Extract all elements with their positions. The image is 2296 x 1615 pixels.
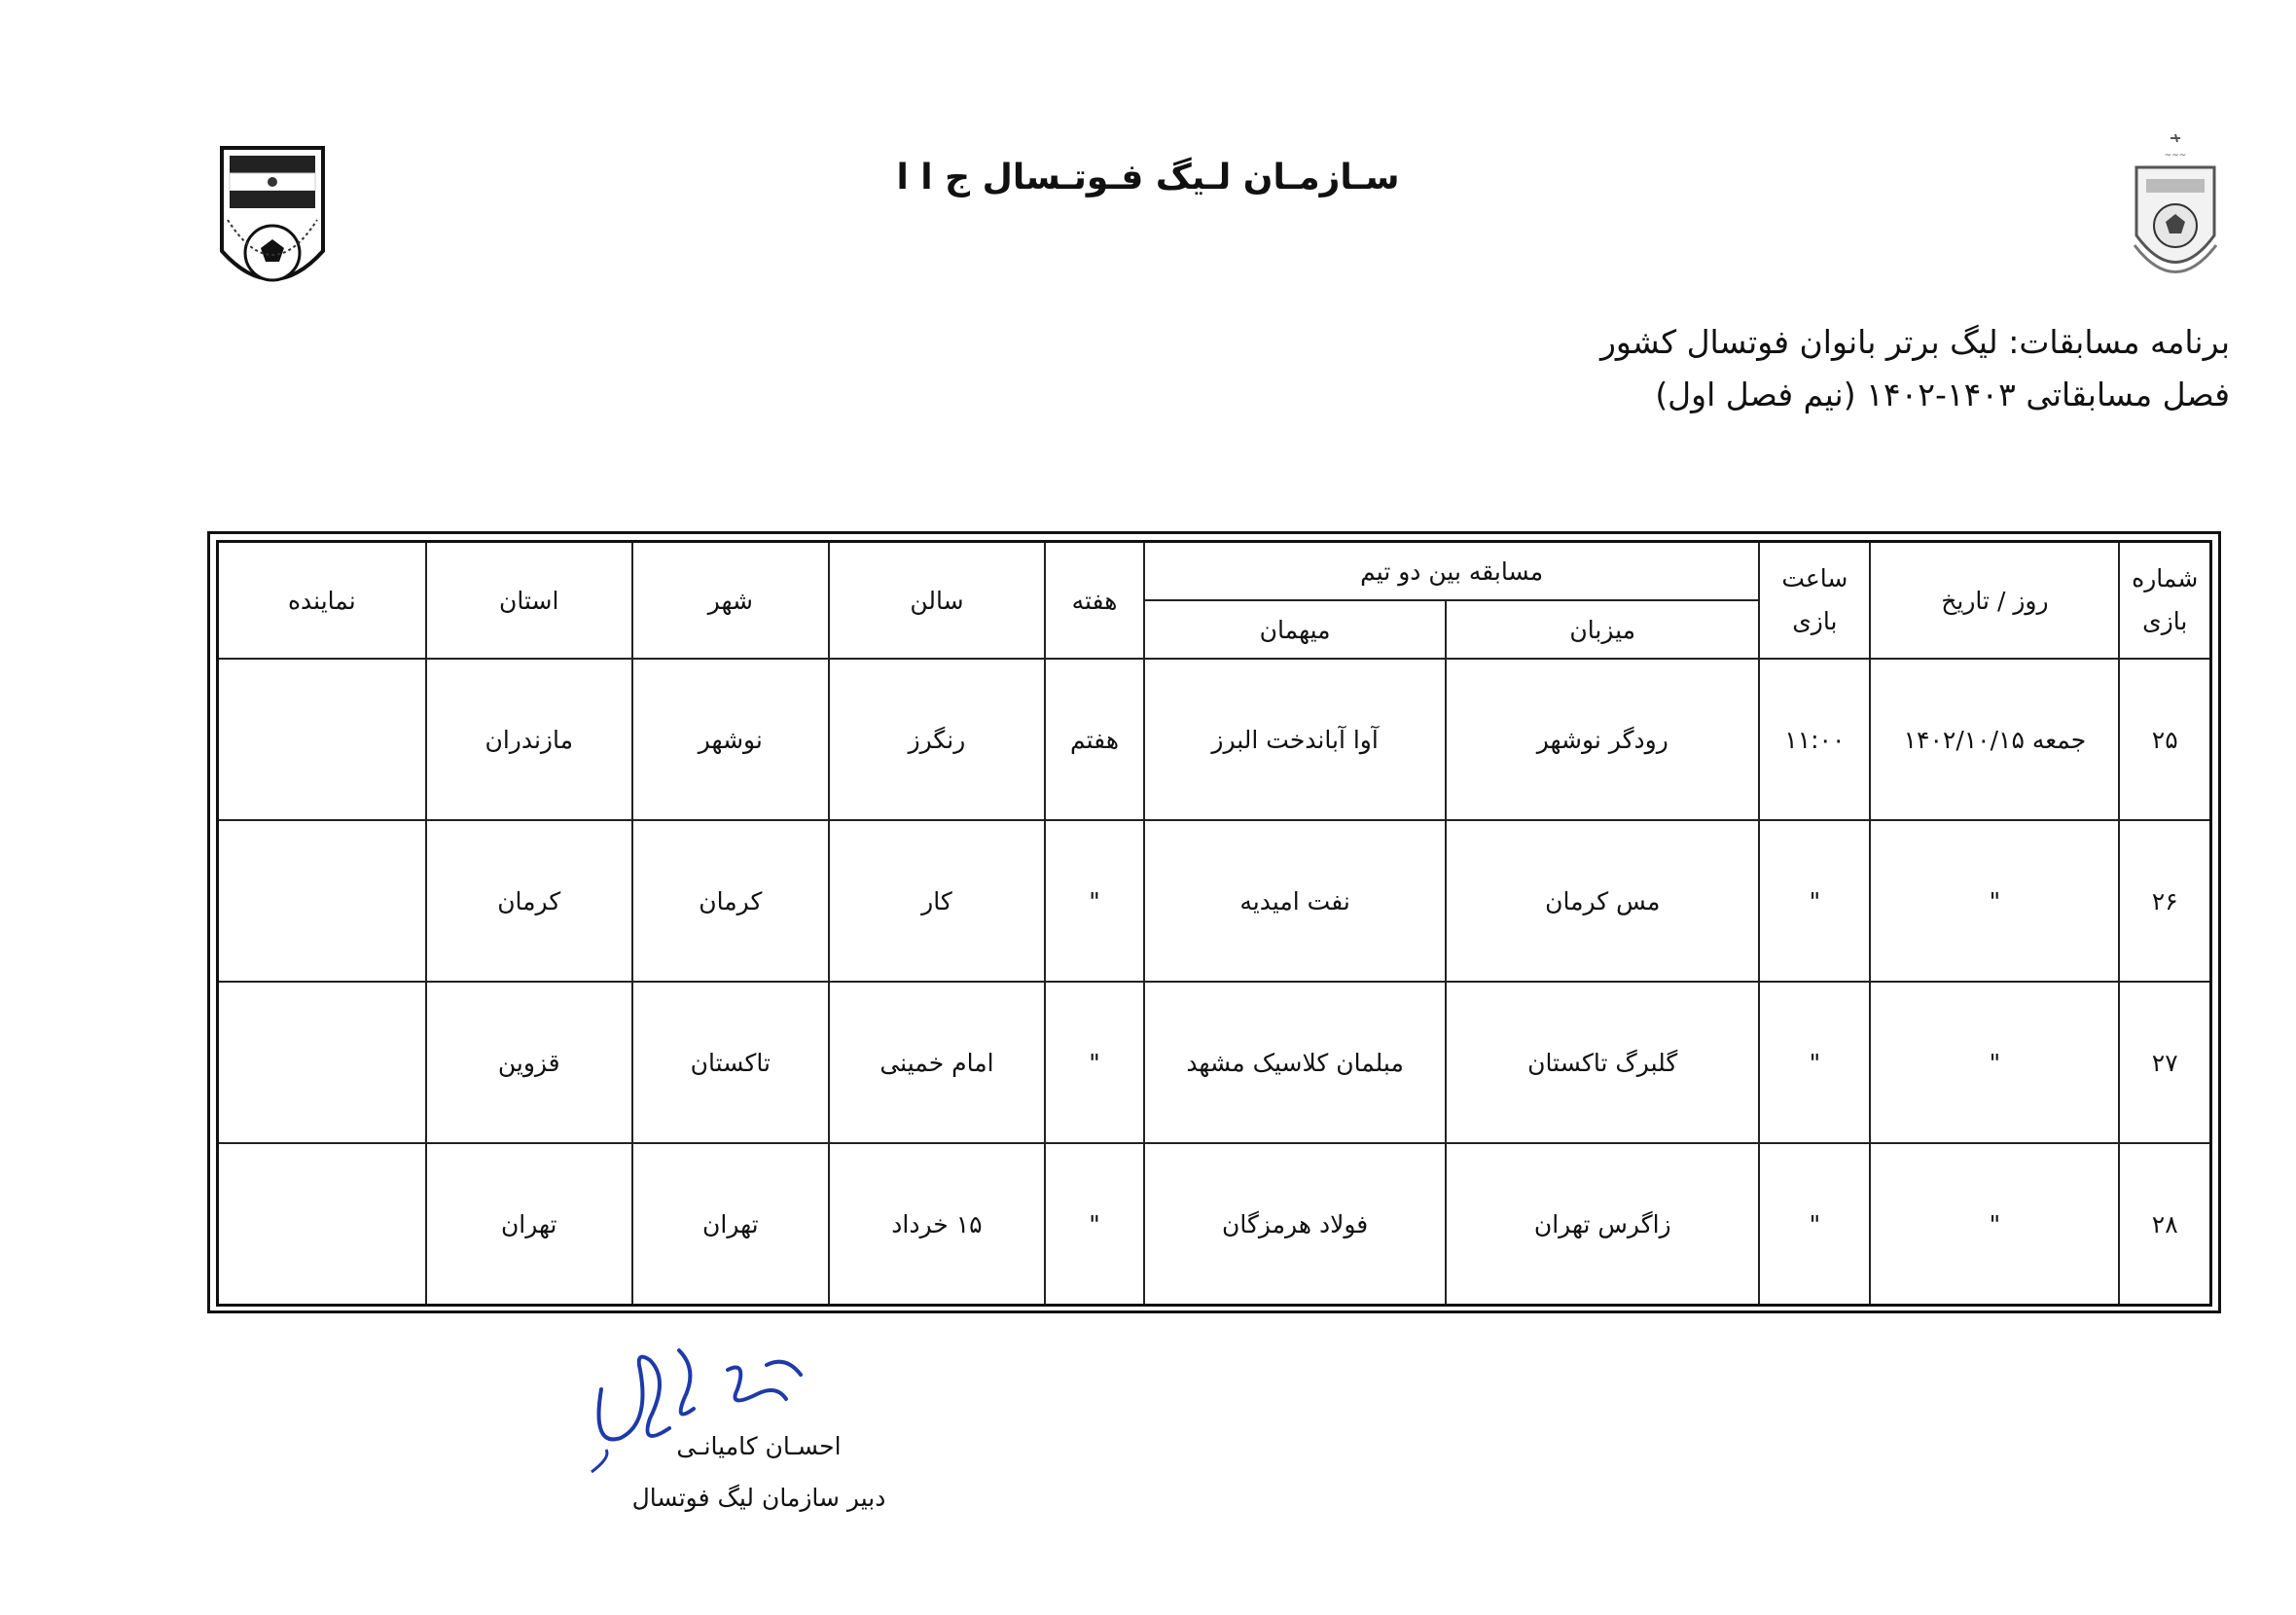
header-venue: سالن [829,542,1045,660]
schedule-table-frame [207,531,2221,1313]
cell-province: تهران [426,1143,632,1306]
signer-role: دبیر سازمان لیگ فوتسال [631,1484,886,1512]
cell-guest: فولاد هرمزگان [1144,1143,1446,1306]
cell-guest: مبلمان کلاسیک مشهد [1144,982,1446,1143]
cell-venue: ۱۵ خرداد [829,1143,1045,1306]
cell-time: " [1759,820,1870,982]
header-week: هفته [1045,542,1144,660]
cell-number: ۲۷ [2119,982,2210,1143]
signer-name: احسـان کامیانـی [676,1432,842,1460]
cell-province: مازندران [426,659,632,820]
table-row [218,982,2211,1143]
cell-time: " [1759,1143,1870,1306]
cell-host: مس کرمان [1446,820,1759,982]
cell-representative [218,982,426,1143]
cell-host: رودگر نوشهر [1446,659,1759,820]
schedule-table [216,540,2212,1307]
cell-city: تاکستان [632,982,829,1143]
cell-guest: آوا آباندخت البرز [1144,659,1446,820]
cell-representative [218,1143,426,1306]
cell-date: " [1870,1143,2119,1306]
cell-time: " [1759,982,1870,1143]
cell-number: ۲۸ [2119,1143,2210,1306]
cell-week: " [1045,982,1144,1143]
season-label: فصل مسابقاتی ۱۴۰۳-۱۴۰۲ (نیم فصل اول) [1655,376,2230,413]
cell-number: ۲۶ [2119,820,2210,982]
cell-week: هفتم [1045,659,1144,820]
futsal-league-logo [2117,128,2234,294]
header-guest: میهمان [1144,600,1446,659]
cell-city: تهران [632,1143,829,1306]
table-row [218,659,2211,820]
cell-time: ۱۱:۰۰ [1759,659,1870,820]
cell-city: کرمان [632,820,829,982]
cell-city: نوشهر [632,659,829,820]
header-match: مسابقه بین دو تیم [1144,542,1759,601]
page-title: سـازمـان لـیگ فـوتـسال ج ا ا [896,158,1400,197]
cell-week: " [1045,1143,1144,1306]
cell-week: " [1045,820,1144,982]
header-game-number: شماره بازی [2119,542,2210,660]
header-day-date: روز / تاریخ [1870,542,2119,660]
header-province: استان [426,542,632,660]
svg-text:~~~: ~~~ [2164,151,2187,161]
header-time: ساعت بازی [1759,542,1870,660]
cell-representative [218,820,426,982]
cell-representative [218,659,426,820]
cell-number: ۲۵ [2119,659,2210,820]
table-row [218,1143,2211,1306]
cell-host: زاگرس تهران [1446,1143,1759,1306]
cell-venue: امام خمینی [829,982,1045,1143]
football-federation-logo [216,144,329,304]
header-host: میزبان [1446,600,1759,659]
header-city: شهر [632,542,829,660]
competition-name: برنامه مسابقات: لیگ برتر بانوان فوتسال کشور [1599,323,2230,361]
cell-date: جمعه ۱۴۰۲/۱۰/۱۵ [1870,659,2119,820]
cell-province: قزوین [426,982,632,1143]
cell-venue: رنگرز [829,659,1045,820]
cell-date: " [1870,820,2119,982]
cell-province: کرمان [426,820,632,982]
header-representative: نماینده [218,542,426,660]
cell-guest: نفت امیدیه [1144,820,1446,982]
cell-date: " [1870,982,2119,1143]
table-row [218,820,2211,982]
cell-host: گلبرگ تاکستان [1446,982,1759,1143]
cell-venue: کار [829,820,1045,982]
